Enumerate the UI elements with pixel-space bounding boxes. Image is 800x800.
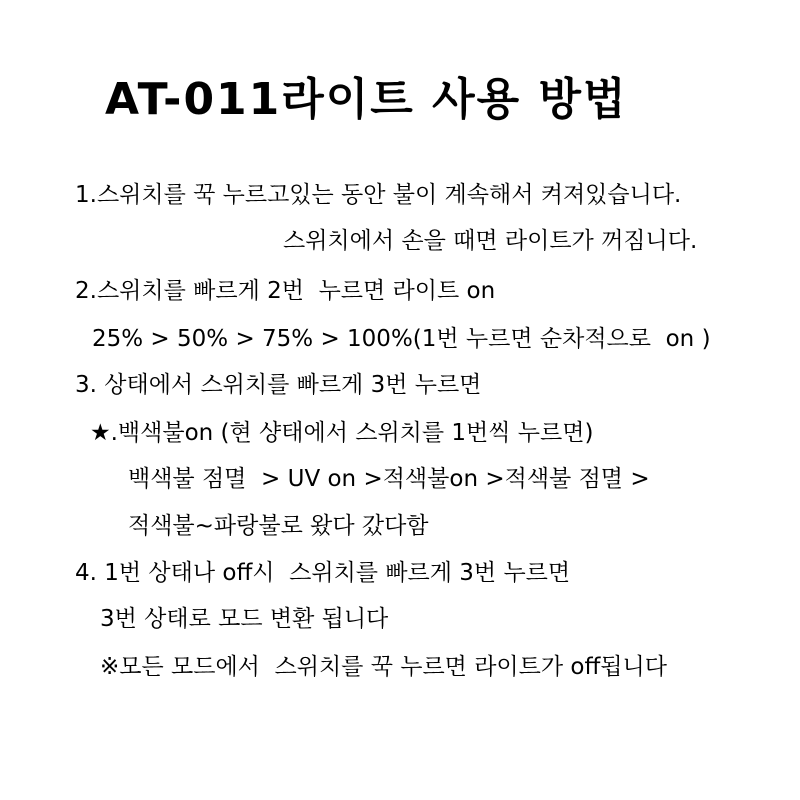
instruction-line-1-continued: 스위치에서 손을 때면 라이트가 꺼짐니다. [283, 228, 698, 254]
instruction-line-3-star: ★.백색불on (현 샹태에서 스위치를 1번씩 누르면) [90, 420, 594, 446]
instruction-line-3-sequence: 백색불 점멸 > UV on >적색불on >적색불 점멸 > [128, 466, 650, 492]
page-title: AT-011라이트 사용 방법 [105, 74, 628, 125]
instruction-line-4-continued: 3번 상태로 모드 변환 됩니다 [100, 606, 389, 632]
instruction-note: ※모든 모드에서 스위치를 꾹 누르면 라이트가 off됩니다 [100, 654, 667, 680]
instruction-line-3: 3. 상태에서 스위치를 빠르게 3번 누르면 [75, 372, 482, 398]
instruction-line-1: 1.스위치를 꾹 누르고있는 동안 불이 계속해서 켜져있습니다. [75, 182, 682, 208]
instruction-line-3-sequence-end: 적색불~파랑불로 왔다 갔다함 [128, 513, 429, 539]
instruction-line-4: 4. 1번 상태나 off시 스위치를 빠르게 3번 누르면 [75, 560, 571, 586]
instruction-line-2-sequence: 25% > 50% > 75% > 100%(1번 누르면 순차적으로 on ) [92, 326, 711, 352]
instruction-line-2: 2.스위치를 빠르게 2번 누르면 라이트 on [75, 278, 496, 304]
